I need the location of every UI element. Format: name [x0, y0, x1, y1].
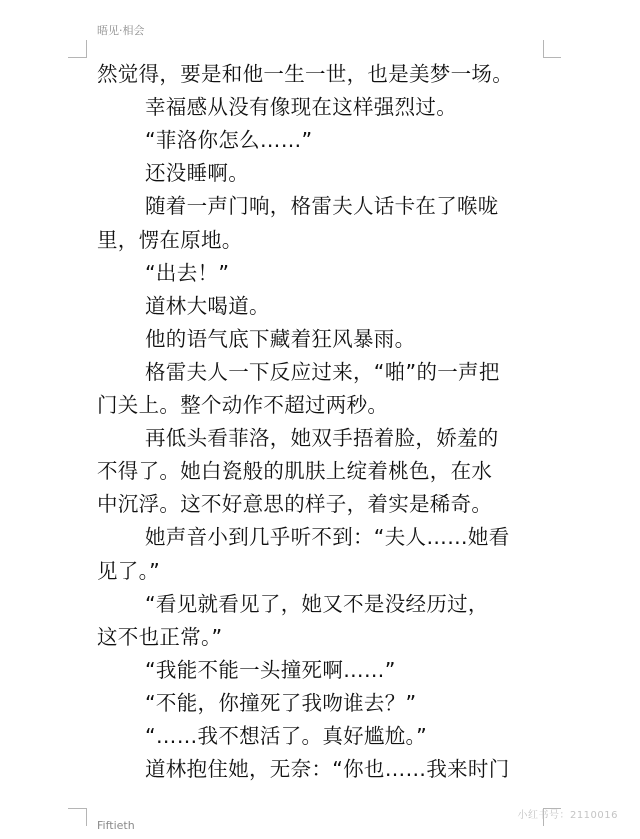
- text-line: “不能，你撞死了我吻谁去？”: [145, 690, 417, 715]
- text-line: 见了。”: [97, 558, 161, 583]
- text-line: “……我不想活了。真好尴尬。”: [145, 724, 427, 748]
- text-line: “出去！”: [145, 260, 230, 285]
- running-footer: Fiftieth: [97, 819, 135, 832]
- text-line: 中沉浮。这不好意思的样子，着实是稀奇。: [97, 492, 493, 517]
- text-line: 格雷夫人一下反应过来，“啪”的一声把: [145, 359, 500, 384]
- text-line: “看见就看见了，她又不是没经历过，: [145, 591, 489, 616]
- text-line: 然觉得，要是和他一生一世，也是美梦一场。: [97, 62, 513, 86]
- text-line: “我能不能一头撞死啊……”: [145, 657, 396, 682]
- text-line: 随着一声门响，格雷夫人话卡在了喉咙: [145, 194, 499, 219]
- text-line: 不得了。她白瓷般的肌肤上绽着桃色，在水: [97, 459, 493, 484]
- text-line: 他的语气底下藏着狂风暴雨。: [145, 326, 416, 351]
- watermark: 小红书号：2110016: [517, 810, 618, 821]
- running-header: 晤见·相会: [97, 24, 145, 37]
- text-line: 这不也正常。”: [97, 624, 223, 649]
- text-line: 道林抱住她，无奈：“你也……我来时门: [145, 757, 510, 782]
- text-line: 她声音小到几乎听不到：“夫人……她看: [145, 525, 510, 550]
- text-line: 里，愣在原地。: [97, 227, 243, 252]
- text-line: 道林大喝道。: [145, 293, 270, 318]
- text-line: 再低头看菲洛，她双手捂着脸，娇羞的: [145, 426, 499, 451]
- text-line: “菲洛你怎么……”: [145, 128, 313, 153]
- text-line: 门关上。整个动作不超过两秒。: [97, 393, 389, 417]
- text-line: 还没睡啊。: [145, 161, 249, 186]
- text-line: 幸福感从没有像现在这样强烈过。: [145, 95, 457, 120]
